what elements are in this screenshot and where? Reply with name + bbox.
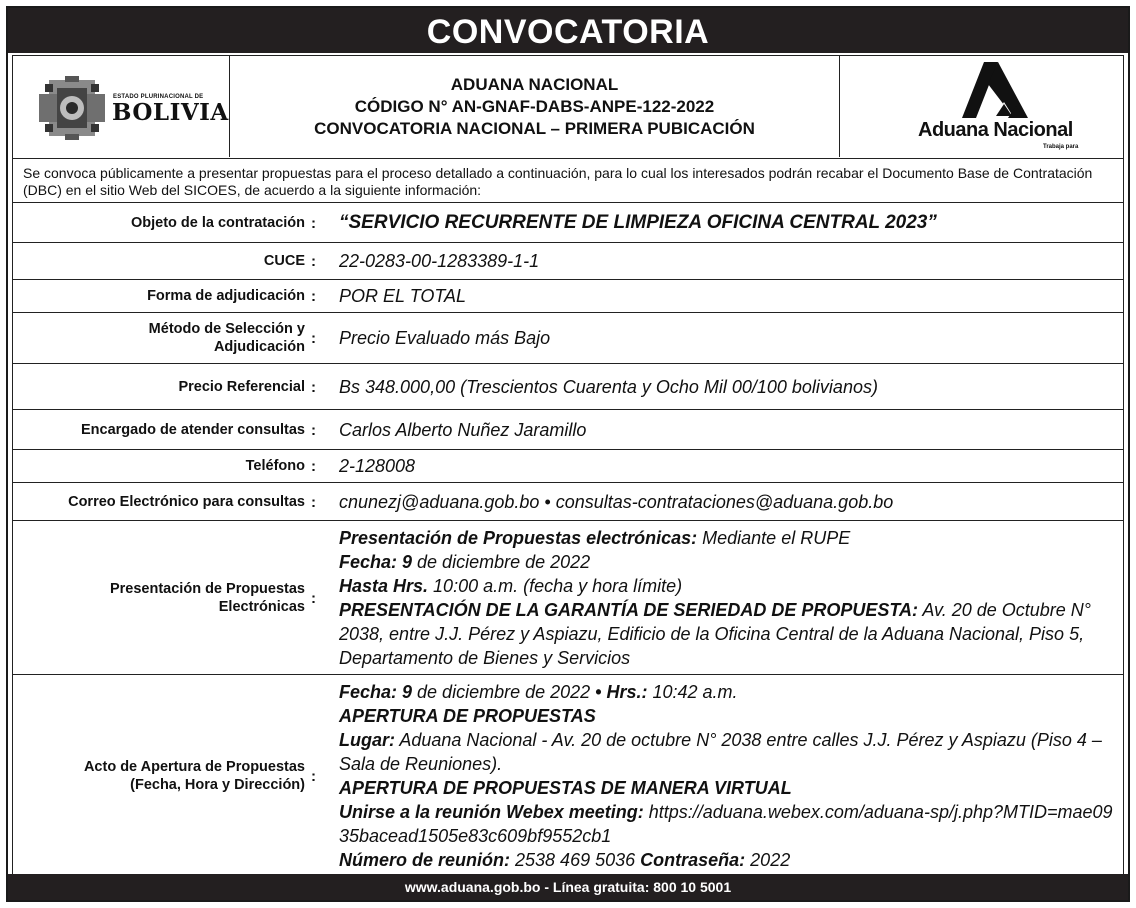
row-label: CUCE [263, 253, 305, 269]
intro-paragraph: Se convoca públicamente a presentar propuestas para el proceso detallado a continuación, para lo cual los interesados podrán recabar el Documento Base de Contratación (DBC) en el sitio Web del SICOES, de acuerdo a la siguiente información: [12, 159, 1124, 203]
convocatoria-notice [6, 6, 1130, 902]
row-value: cnunezj@aduana.gob.bo • consultas-contrataciones@aduana.gob.bo [339, 491, 894, 512]
row-telefono [12, 450, 1124, 483]
row-forma-adjudicacion [12, 280, 1124, 313]
row-colon: : [311, 288, 316, 306]
row-value: “SERVICIO RECURRENTE DE LIMPIEZA OFICINA CENTRAL 2023” [339, 211, 937, 233]
webex-link[interactable]: https://aduana.webex.com/aduana-sp/j.php?MTID=mae0935bacead1505e83c609bf9552cb1 [339, 801, 1113, 846]
header-institution: ADUANA NACIONAL [450, 74, 619, 94]
row-presentacion-propuestas [12, 521, 1124, 675]
aduana-logo-icon [962, 62, 1030, 120]
row-label: Encargado de atender consultas [80, 421, 305, 438]
row-colon: : [311, 421, 316, 439]
row-colon: : [311, 253, 316, 271]
row-colon: : [311, 767, 316, 785]
row-value: Bs 348.000,00 (Trescientos Cuarenta y Ocho Mil 00/100 bolivianos) [339, 376, 878, 397]
row-objeto [12, 203, 1124, 243]
notice-title: CONVOCATORIA [8, 8, 1128, 53]
row-precio-referencial [12, 364, 1124, 410]
bolivia-logo-cell [13, 56, 230, 157]
row-label: Objeto de la contratación [130, 214, 305, 231]
header-text-cell [230, 56, 840, 157]
row-value: Presentación de Propuestas electrónicas: Mediante el RUPE Fecha: 9 de diciembre de 2022 Hasta Hrs. 10:00 a.m. (fecha y hora límite) PRESENTACIÓN DE LA GARANTÍA DE SERIEDAD DE PROPUESTA: Av. 20 de Octubre N° 2038, entre J.J. Pérez y Aspiazu, Edificio de la Oficina Central de la Aduana Nacional, Piso 5, Departamento de Bienes y Servicios [339, 527, 1091, 668]
bolivia-state-label: ESTADO PLURINACIONAL DE [113, 94, 204, 100]
header-code: CÓDIGO N° AN-GNAF-DABS-ANPE-122-2022 [354, 96, 715, 116]
row-colon: : [311, 214, 316, 232]
row-value: Precio Evaluado más Bajo [339, 328, 551, 348]
aduana-logo-cell [840, 56, 1122, 157]
row-value: 2-128008 [339, 456, 416, 476]
aduana-wordmark: Aduana Nacional [918, 119, 1073, 141]
row-label: Método de Selección y Adjudicación [148, 321, 305, 355]
row-colon: : [311, 493, 316, 511]
row-value: 22-0283-00-1283389-1-1 [339, 251, 540, 271]
row-value: POR EL TOTAL [339, 286, 467, 306]
row-colon: : [311, 330, 316, 348]
row-colon: : [311, 458, 316, 476]
row-label: Acto de Apertura de Propuestas (Fecha, Hora y Dirección) [83, 758, 305, 793]
row-label: Correo Electrónico para consultas [68, 493, 305, 510]
row-colon: : [311, 378, 316, 396]
bolivia-seal-icon [35, 76, 109, 140]
footer-contact: www.aduana.gob.bo - Línea gratuita: 800 10 5001 [8, 874, 1128, 900]
row-value: Fecha: 9 de diciembre de 2022 • Hrs.: 10:42 a.m. APERTURA DE PROPUESTAS Lugar: Aduana Nacional - Av. 20 de octubre N° 2038 entre calles J.J. Pérez y Aspiazu (Piso 4 – Sala de Reuniones). APERTURA DE PROPUESTAS DE MANERA VIRTUAL Unirse a la reunión Webex meeting: https://aduana.webex.com/aduana-sp/j.php?MTID=mae0935bacead1505e83c609bf9552cb1 Número de reunión: 2538 469 5036 Contraseña: 2022 [339, 681, 1113, 870]
header-publication: CONVOCATORIA NACIONAL – PRIMERA PUBICACIÓN [314, 118, 755, 138]
row-colon: : [311, 589, 316, 607]
aduana-tagline: Trabaja para [1043, 144, 1079, 150]
bolivia-wordmark: BOLIVIA [112, 99, 229, 126]
row-encargado [12, 410, 1124, 450]
row-label: Forma de adjudicación [147, 288, 305, 304]
row-metodo-seleccion [12, 313, 1124, 364]
row-cuce [12, 243, 1124, 280]
row-value: Carlos Alberto Nuñez Jaramillo [339, 419, 587, 440]
header-table [12, 55, 1124, 159]
row-label: Teléfono [245, 458, 305, 474]
row-correo [12, 483, 1124, 521]
row-acto-apertura [12, 675, 1124, 877]
row-label: Precio Referencial [178, 378, 305, 395]
row-label: Presentación de Propuestas Electrónicas [109, 580, 305, 615]
